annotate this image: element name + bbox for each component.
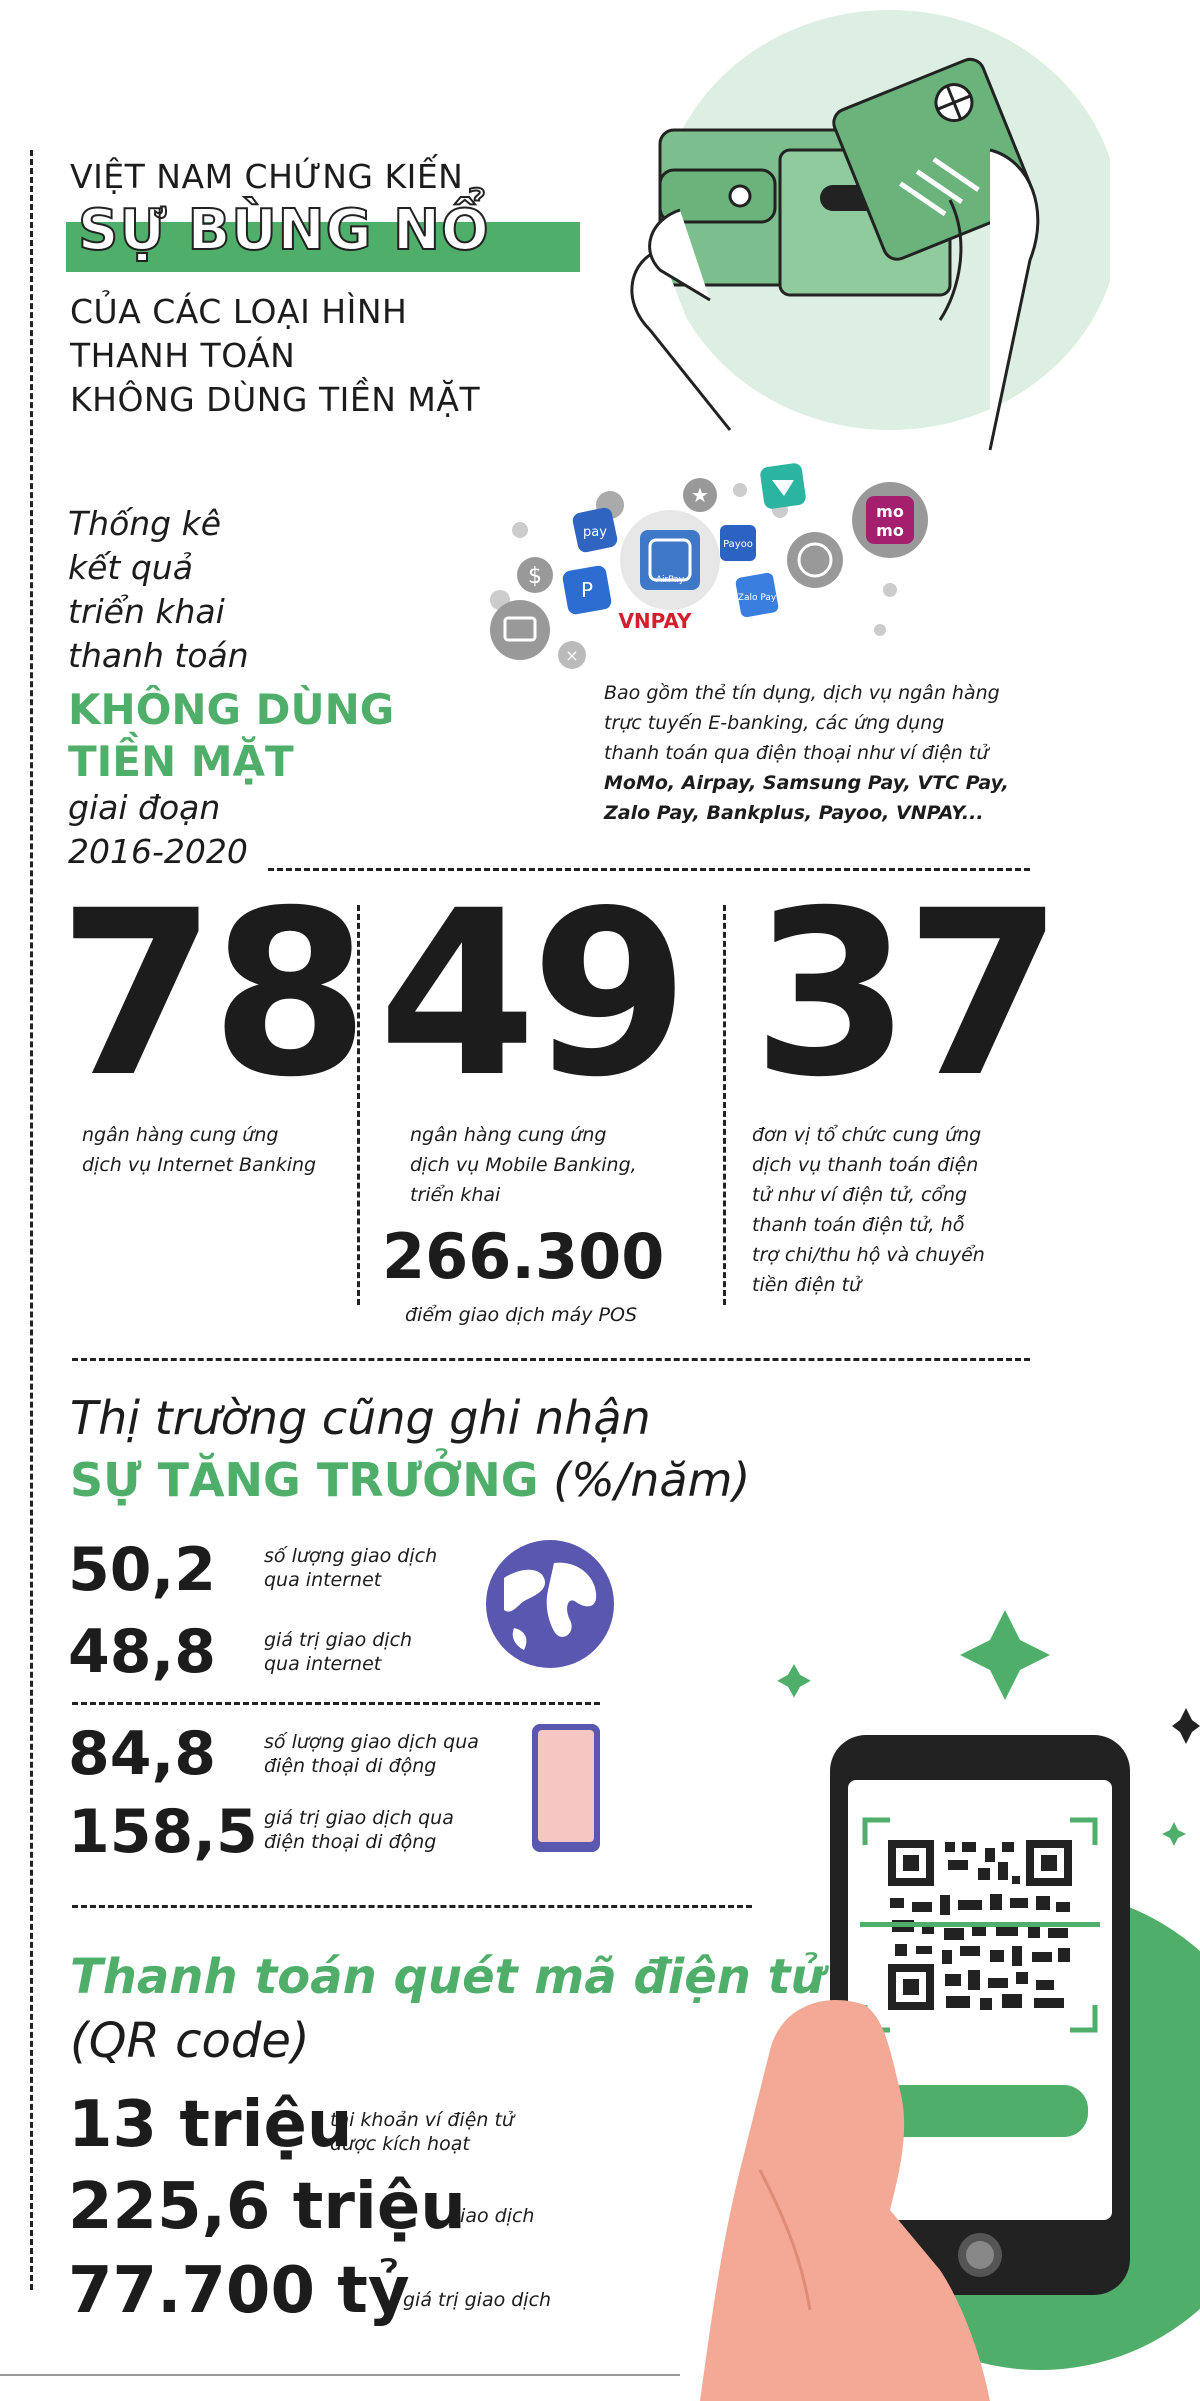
svg-text:$: $	[528, 564, 542, 589]
stat-78-label	[82, 1120, 316, 1180]
description-line-2: trực tuyến E-banking, các ứng dụng	[604, 712, 945, 734]
qr-label-1a: tài khoản ví điện tử	[330, 2109, 514, 2131]
qr-phone-illustration	[700, 1610, 1200, 2401]
intro-line-2: kết quả	[68, 548, 193, 587]
growth-label-2a: giá trị giao dịch	[264, 1629, 413, 1651]
header-line-1: VIỆT NAM CHỨNG KIẾN	[70, 157, 464, 196]
growth-title-green: SỰ TĂNG TRƯỞNG	[70, 1453, 539, 1507]
globe-icon	[484, 1538, 616, 1670]
description-block	[604, 678, 1009, 828]
header-line-3: CỦA CÁC LOẠI HÌNH	[70, 292, 408, 331]
growth-label-3b: điện thoại di động	[264, 1755, 437, 1777]
stat-divider-2	[723, 905, 726, 1305]
header-boom: SỰ BÙNG NỔ	[78, 198, 490, 263]
airpay-logo-text: AirPay	[655, 575, 685, 585]
stats-divider	[72, 1358, 1030, 1361]
qr-divider	[72, 1905, 752, 1908]
growth-label-2	[264, 1628, 412, 1676]
qr-value-1: 13 triệu	[68, 2088, 353, 2162]
description-line-1: Bao gồm thẻ tín dụng, dịch vụ ngân hàng	[604, 682, 1000, 704]
stat-37-label-4: thanh toán điện tử, hỗ	[752, 1214, 965, 1236]
pay-logo-text: pay	[583, 525, 607, 540]
intro-line-1: Thống kê	[68, 504, 222, 543]
wallet-illustration	[590, 0, 1110, 460]
payoo-logo-text: Payoo	[723, 539, 753, 550]
intro-line-3: triển khai	[68, 592, 225, 631]
stat-78-label-2: dịch vụ Internet Banking	[82, 1154, 317, 1176]
growth-label-4	[264, 1806, 454, 1854]
growth-divider	[72, 1702, 600, 1705]
header-line-5: KHÔNG DÙNG TIỀN MẶT	[70, 380, 481, 419]
growth-label-2b: qua internet	[264, 1653, 382, 1675]
left-dashed-line	[30, 150, 33, 2290]
stat-37-label-6: tiền điện tử	[752, 1274, 862, 1296]
intro-line-5: giai đoạn	[68, 788, 221, 827]
svg-text:★: ★	[691, 483, 709, 507]
growth-title-unit: (%/năm)	[538, 1453, 751, 1507]
growth-title-2	[70, 1452, 750, 1508]
growth-label-1a: số lượng giao dịch	[264, 1545, 438, 1567]
payment-logos-cluster	[480, 450, 940, 680]
svg-text:P: P	[580, 578, 594, 602]
growth-title-1: Thị trường cũng ghi nhận	[70, 1391, 651, 1445]
growth-label-1	[264, 1544, 437, 1592]
qr-label-3: giá trị giao dịch	[403, 2289, 552, 2311]
header-line-4: THANH TOÁN	[70, 336, 296, 375]
qr-label-2: giao dịch	[448, 2205, 535, 2227]
stat-37-label-5: trợ chi/thu hộ và chuyển	[752, 1244, 985, 1266]
intro-line-4: thanh toán	[68, 636, 249, 675]
description-line-3: thanh toán qua điện thoại như ví điện tử	[604, 742, 989, 764]
growth-label-1b: qua internet	[264, 1569, 382, 1591]
momo-logo-text-1: mo	[876, 502, 904, 521]
growth-label-3	[264, 1730, 479, 1778]
stat-78-label-1: ngân hàng cung ứng	[82, 1124, 279, 1146]
intro-line-6: 2016-2020	[68, 832, 248, 871]
growth-value-4: 158,5	[68, 1797, 258, 1867]
stat-divider-1	[357, 905, 360, 1305]
stat-49-label-3: triển khai	[410, 1184, 501, 1206]
intro-green-1: KHÔNG DÙNG	[68, 685, 395, 734]
stat-37-label-2: dịch vụ thanh toán điện	[752, 1154, 979, 1176]
growth-value-2: 48,8	[68, 1617, 217, 1687]
stat-37-label-1: đơn vị tổ chức cung ứng	[752, 1124, 982, 1146]
growth-label-4a: giá trị giao dịch qua	[264, 1807, 454, 1829]
vnpay-logo-text: VNPAY	[618, 609, 692, 633]
mobile-phone-icon	[530, 1722, 602, 1854]
intro-green-2: TIỀN MẶT	[68, 737, 294, 786]
qr-value-2: 225,6 triệu	[68, 2170, 466, 2244]
qr-value-3: 77.700 tỷ	[68, 2254, 410, 2328]
growth-label-3a: số lượng giao dịch qua	[264, 1731, 479, 1753]
qr-title-2: (QR code)	[70, 2013, 310, 2069]
qr-label-1	[330, 2108, 514, 2156]
zalopay-logo-text: Zalo Pay	[737, 593, 777, 603]
stat-49-value: 49	[378, 861, 684, 1127]
stat-49-label	[410, 1120, 637, 1210]
growth-value-1: 50,2	[68, 1535, 217, 1605]
stat-37-label-3: tử như ví điện tử, cổng	[752, 1184, 968, 1206]
pos-value: 266.300	[382, 1220, 665, 1293]
description-bold-1: MoMo, Airpay, Samsung Pay, VTC Pay,	[604, 772, 1009, 794]
stat-49-label-2: dịch vụ Mobile Banking,	[410, 1154, 637, 1176]
stat-37-label	[752, 1120, 985, 1300]
pos-label: điểm giao dịch máy POS	[405, 1304, 637, 1326]
bottom-rule	[0, 2374, 680, 2376]
qr-label-1b: được kích hoạt	[330, 2133, 470, 2155]
qr-title-1: Thanh toán quét mã điện tử	[70, 1949, 825, 2005]
svg-text:×: ×	[565, 646, 579, 665]
momo-logo-text-2: mo	[876, 521, 904, 540]
growth-value-3: 84,8	[68, 1719, 217, 1789]
stat-49-label-1: ngân hàng cung ứng	[410, 1124, 607, 1146]
stat-78-value: 78	[58, 861, 364, 1127]
description-bold-2: Zalo Pay, Bankplus, Payoo, VNPAY...	[604, 802, 984, 824]
stat-37-value: 37	[752, 861, 1058, 1127]
growth-label-4b: điện thoại di động	[264, 1831, 437, 1853]
